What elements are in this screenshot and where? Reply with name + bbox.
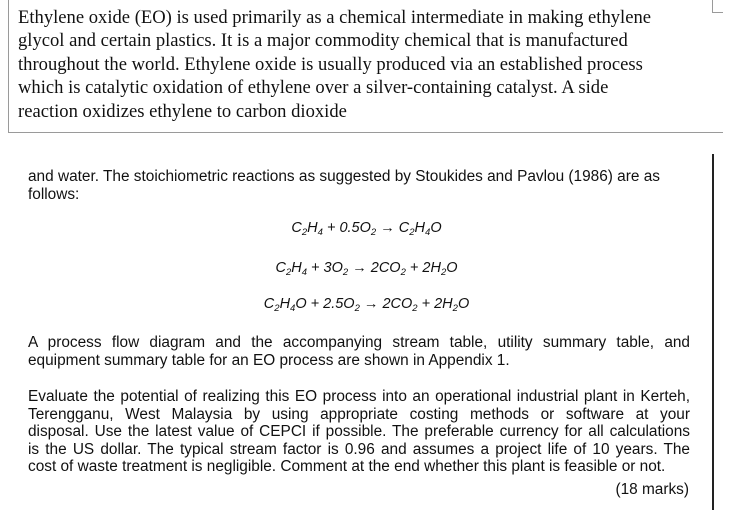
intro-paragraph	[18, 6, 708, 123]
paragraph-line: A process flow diagram and the accompanying stream table, utility summary table, and	[28, 334, 690, 351]
intro-line: Ethylene oxide (EO) is used primarily as a chemical intermediate in making ethylene	[18, 7, 652, 28]
paragraph-line: and water. The stoichiometric reactions as suggested by Stoukides and Pavlou (1986) are as	[28, 168, 660, 185]
arrow-icon: →	[348, 260, 371, 276]
paragraph-line: Terengganu, West Malaysia by using appropriate costing methods or software at your	[28, 405, 690, 423]
intro-line: reaction oxidizes ethylene to carbon dioxide	[18, 100, 347, 122]
intro-line: throughout the world. Ethylene oxide is usually produced via an established process	[18, 53, 643, 75]
paragraph-line: equipment summary table for an EO process are shown in Appendix 1.	[28, 351, 510, 369]
arrow-icon: →	[359, 296, 383, 312]
task-paragraph	[28, 388, 690, 476]
marks-label: (18 marks)	[615, 481, 689, 498]
reaction-equation-3: $C_2H_4O + 2.5O_2 \to 2CO_2 + 2H_2O$	[263, 296, 470, 314]
right-margin-rule	[712, 154, 714, 510]
reactions-intro-paragraph	[28, 168, 690, 203]
page-corner-mark	[712, 0, 723, 13]
intro-line: which is catalytic oxidation of ethylene over a silver-containing catalyst. A side	[18, 77, 609, 99]
paragraph-line: disposal. Use the latest value of CEPCI if possible. The preferable currency for all calculations	[28, 423, 690, 441]
intro-line: glycol and certain plastics. It is a major commodity chemical that is manufactured	[18, 30, 628, 52]
arrow-icon: →	[376, 220, 399, 236]
paragraph-line: cost of waste treatment is negligible. Comment at the end whether this plant is feasible or not.	[28, 458, 666, 476]
appendix-paragraph	[28, 334, 690, 369]
reaction-equation-1: $C_2H_4 + 0.5O_2 \to C_2H_4O$	[291, 220, 442, 238]
reaction-equation-2: $C_2H_4 + 3O_2 \to 2CO_2 + 2H_2O$	[275, 260, 458, 278]
paragraph-line: Evaluate the potential of realizing this EO process into an operational industrial plant in Kerteh,	[28, 388, 690, 405]
paragraph-line: is the US dollar. The typical stream factor is 0.96 and assumes a project life of 10 years. The	[28, 440, 690, 458]
paragraph-line: follows:	[28, 185, 80, 203]
